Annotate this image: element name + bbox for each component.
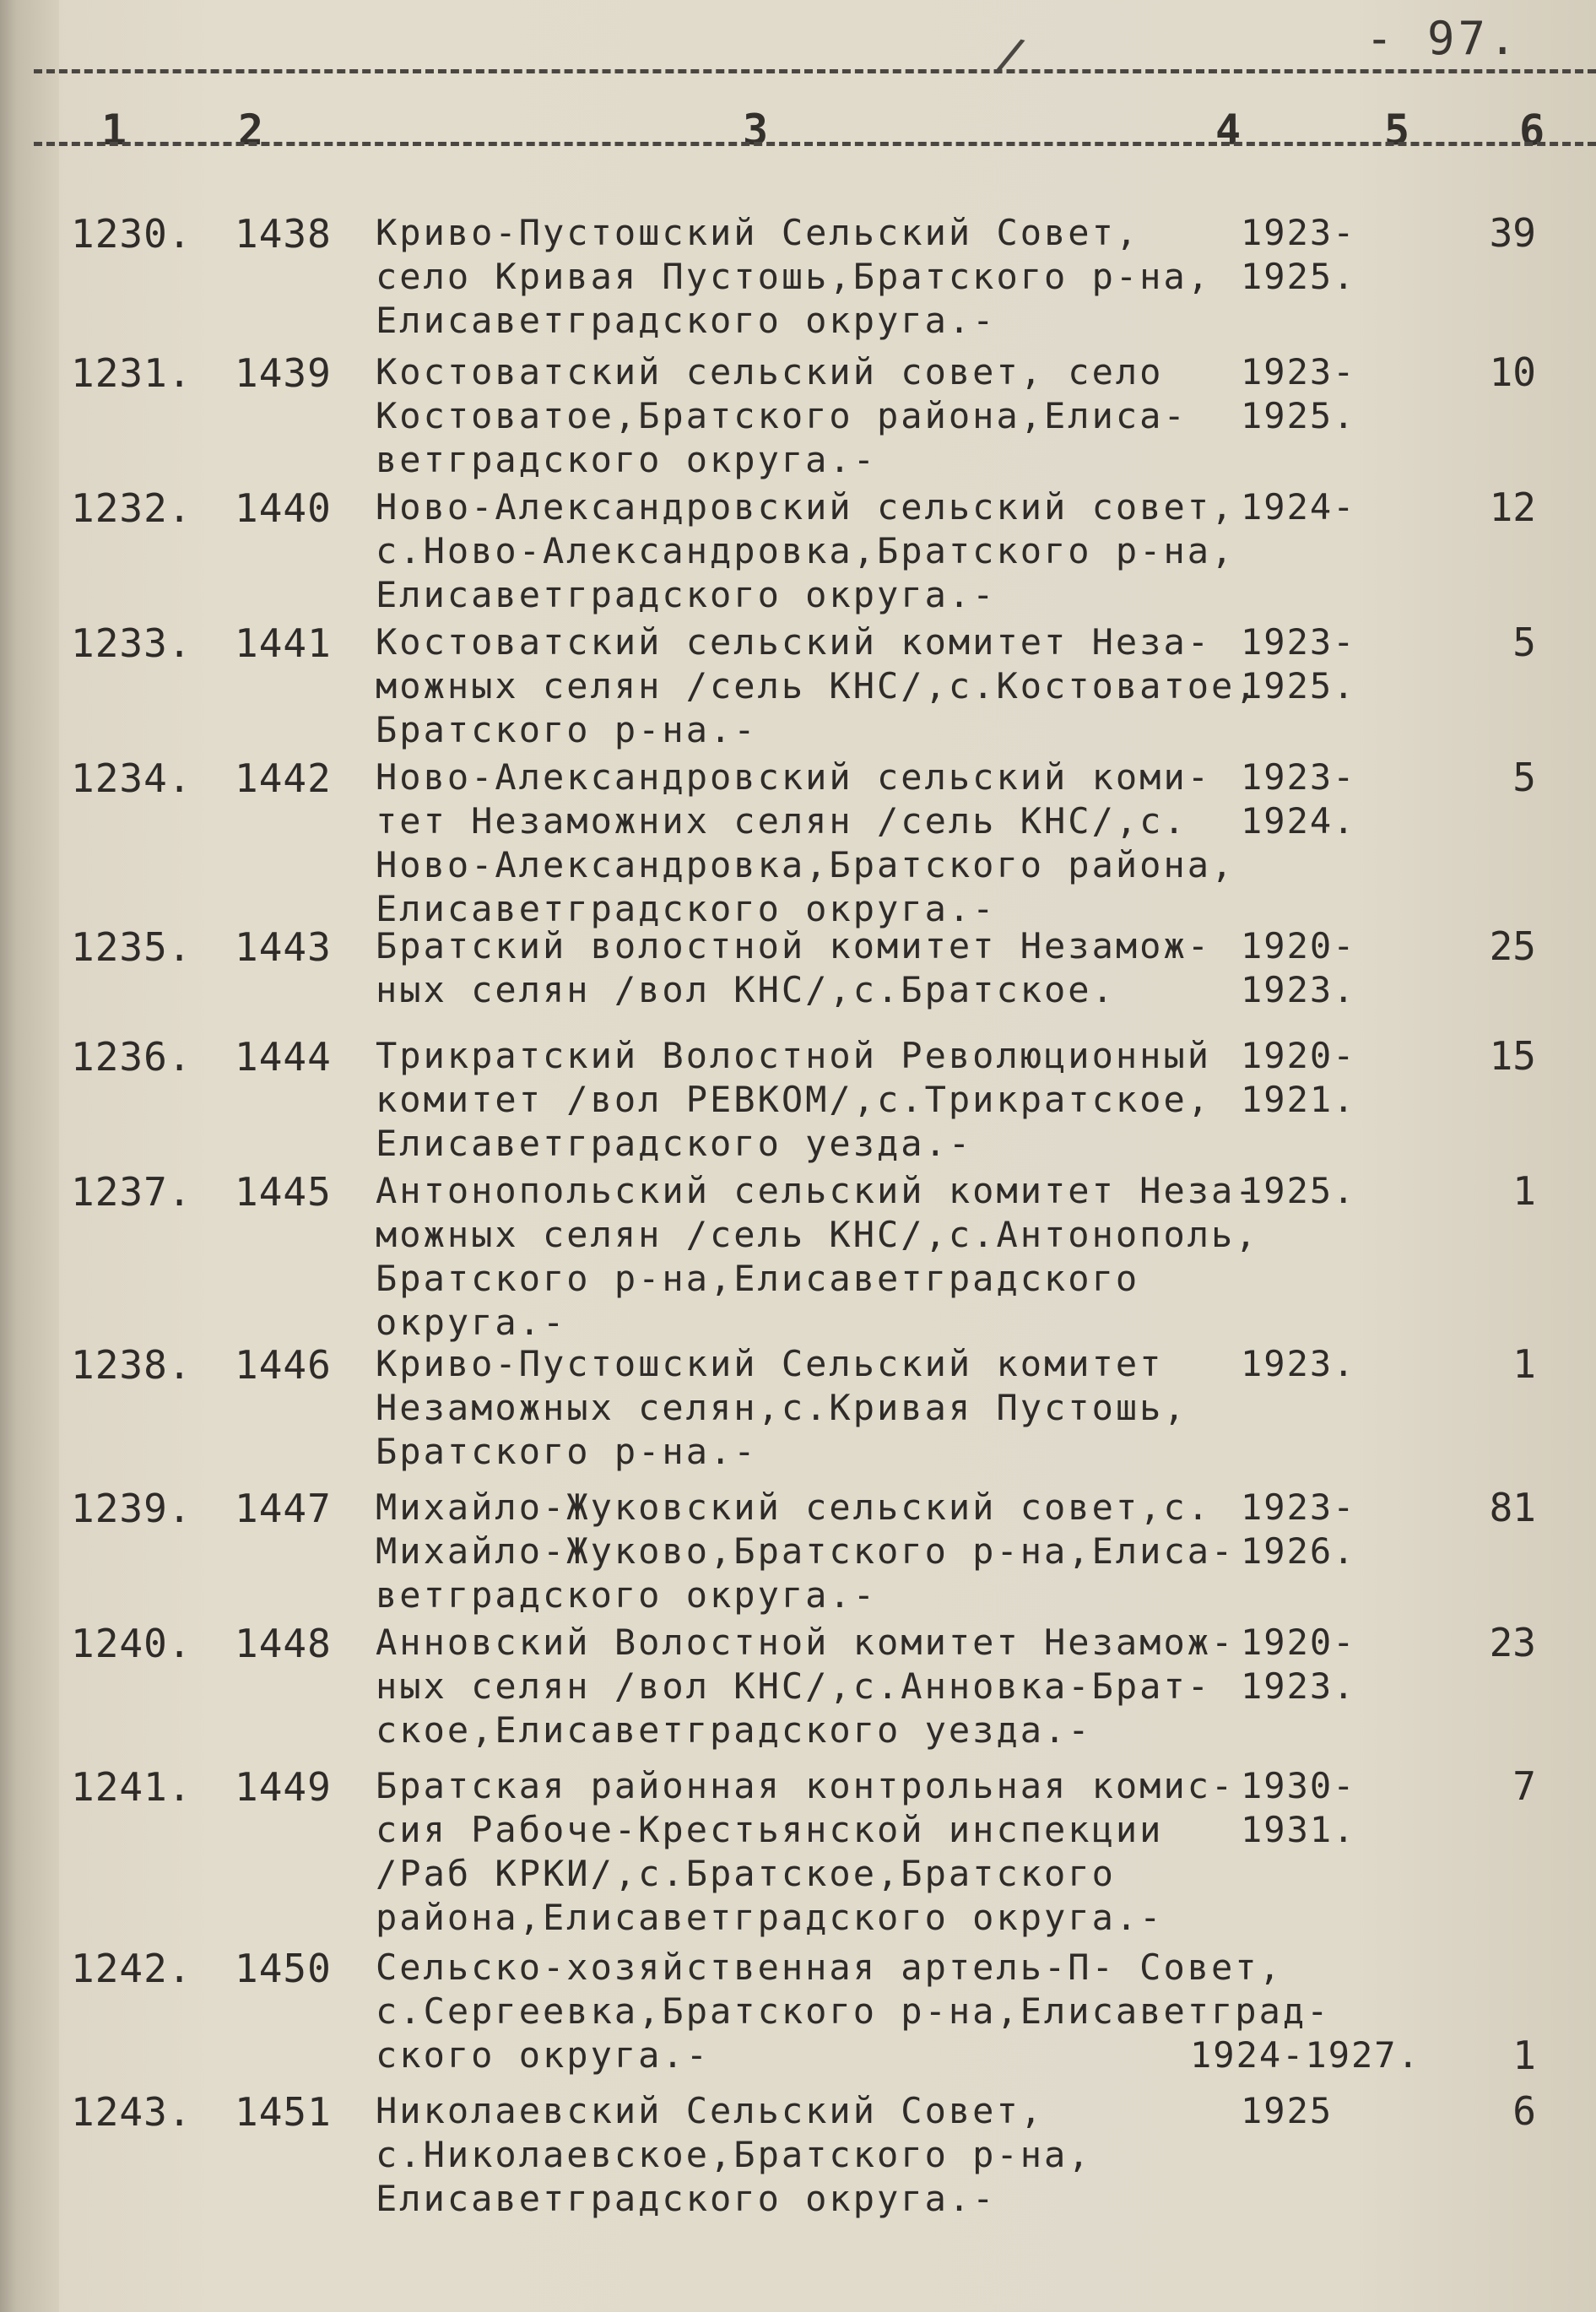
entry-count: 1 <box>1512 1168 1536 1214</box>
entry-dates: 1924- <box>1241 486 1356 528</box>
entry-count: 81 <box>1489 1485 1536 1530</box>
entry-dates: 1923- 1926. <box>1241 1486 1356 1572</box>
entry-number: 1236. <box>71 1034 192 1080</box>
entry-count: 15 <box>1489 1033 1536 1079</box>
entry-number: 1231. <box>71 350 192 396</box>
entry-dates: 1920- 1921. <box>1241 1035 1356 1120</box>
entry-count: 6 <box>1512 2088 1536 2134</box>
entry-number: 1240. <box>71 1621 192 1666</box>
entry-description: Ново-Александровский сельский коми- тет Незаможних селян /сель КНС/,с. Ново-Александровка,Братского района, Елисаветградского округа.- <box>376 756 1236 929</box>
entry-dates: 1923- 1924. <box>1241 756 1356 842</box>
entry-description: Братский волостной комитет Незамож- ных селян /вол КНС/,с.Братское. <box>376 925 1212 1010</box>
entry-description: Михайло-Жуковский сельский совет,с. Михайло-Жуково,Братского р-на,Елиса- ветградского округа.- <box>376 1486 1236 1616</box>
entry-dates: 1920- 1923. <box>1241 925 1356 1010</box>
entry-description: Антонопольский сельский комитет Неза- можных селян /сель КНС/,с.Антонополь, Братского р-на,Елисаветградского округа.- <box>376 1170 1259 1343</box>
entry-description: Ново-Александровский сельский совет, с.Ново-Александровка,Братского р-на, Елисаветградского округа.- <box>376 486 1236 615</box>
entry-count: 25 <box>1489 923 1536 969</box>
entry-description: Братская районная контрольная комис- сия Рабоче-Крестьянской инспекции /Раб КРКИ/,с.Братское,Братского района,Елисаветградского округа.- <box>376 1765 1236 1938</box>
column-header-1: 1 <box>101 106 127 154</box>
column-header-3: 3 <box>743 106 769 154</box>
fund-number: 1447 <box>235 1486 332 1531</box>
entry-dates: 1920- 1923. <box>1241 1622 1356 1707</box>
fund-number: 1443 <box>235 924 332 970</box>
entry-number: 1235. <box>71 924 192 970</box>
entry-number: 1232. <box>71 485 192 531</box>
entry-number: 1234. <box>71 755 192 801</box>
page-binding-shadow <box>0 0 59 2312</box>
entry-description: Криво-Пустошский Сельский комитет Незаможных селян,с.Кривая Пустошь, Братского р-на.- <box>376 1343 1188 1472</box>
entry-number: 1243. <box>71 2089 192 2135</box>
entry-dates: 1923. <box>1241 1343 1356 1384</box>
entry-count: 23 <box>1489 1620 1536 1665</box>
fund-number: 1445 <box>235 1169 332 1215</box>
entry-number: 1238. <box>71 1342 192 1388</box>
entry-count: 12 <box>1489 485 1536 530</box>
fund-number: 1444 <box>235 1034 332 1080</box>
entry-count: 1 <box>1512 2033 1536 2078</box>
fund-number: 1438 <box>235 211 332 257</box>
fund-number: 1441 <box>235 620 332 666</box>
entry-count: 5 <box>1512 755 1536 800</box>
fund-number: 1449 <box>235 1764 332 1810</box>
column-header-5: 5 <box>1384 106 1410 154</box>
entry-description: Сельско-хозяйственная артель-П- Совет, с.Сергеевка,Братского р-на,Елисаветград- ского округа.- <box>376 1947 1331 2076</box>
entry-description: Криво-Пустошский Сельский Совет, село Кривая Пустошь,Братского р-на, Елисаветградского округа.- <box>376 212 1212 341</box>
entry-dates: 1924-1927. <box>1190 2034 1420 2076</box>
entry-count: 5 <box>1512 620 1536 665</box>
fund-number: 1442 <box>235 755 332 801</box>
entry-count: 1 <box>1512 1341 1536 1387</box>
entry-count: 39 <box>1489 210 1536 256</box>
fund-number: 1439 <box>235 350 332 396</box>
handwritten-mark: / <box>989 25 1031 87</box>
fund-number: 1451 <box>235 2089 332 2135</box>
entry-description: Трикратский Волостной Революционный комитет /вол РЕВКОМ/,с.Трикратское, Елисаветградского уезда.- <box>376 1035 1212 1164</box>
entry-dates: 1923- 1925. <box>1241 351 1356 436</box>
entry-count: 10 <box>1489 349 1536 395</box>
entry-number: 1242. <box>71 1946 192 1991</box>
entry-dates: 1925. <box>1241 1170 1356 1211</box>
fund-number: 1446 <box>235 1342 332 1388</box>
column-header-6: 6 <box>1519 106 1545 154</box>
column-header-2: 2 <box>238 106 264 154</box>
page-number: - 97. <box>1366 12 1520 65</box>
header-rule-top <box>34 69 1596 73</box>
entry-description: Николаевский Сельский Совет, с.Николаевское,Братского р-на, Елисаветградского округа.- <box>376 2090 1092 2219</box>
entry-number: 1230. <box>71 211 192 257</box>
column-header-4: 4 <box>1215 106 1242 154</box>
entry-number: 1233. <box>71 620 192 666</box>
entry-description: Костоватский сельский совет, село Костоватое,Братского района,Елиса- ветградского округа.- <box>376 351 1188 480</box>
entry-number: 1239. <box>71 1486 192 1531</box>
fund-number: 1440 <box>235 485 332 531</box>
entry-number: 1237. <box>71 1169 192 1215</box>
entry-dates: 1923- 1925. <box>1241 212 1356 297</box>
header-rule-bottom <box>34 142 1596 146</box>
fund-number: 1450 <box>235 1946 332 1991</box>
entry-dates: 1925 <box>1241 2090 1334 2131</box>
entry-description: Анновский Волостной комитет Незамож- ных селян /вол КНС/,с.Анновка-Брат- ское,Елисаветградского уезда.- <box>376 1622 1236 1751</box>
entry-description: Костоватский сельский комитет Неза- можных селян /сель КНС/,с.Костоватое, Братского р-на.- <box>376 621 1259 750</box>
entry-number: 1241. <box>71 1764 192 1810</box>
entry-dates: 1923- 1925. <box>1241 621 1356 707</box>
fund-number: 1448 <box>235 1621 332 1666</box>
entry-count: 7 <box>1512 1763 1536 1809</box>
entry-dates: 1930- 1931. <box>1241 1765 1356 1850</box>
